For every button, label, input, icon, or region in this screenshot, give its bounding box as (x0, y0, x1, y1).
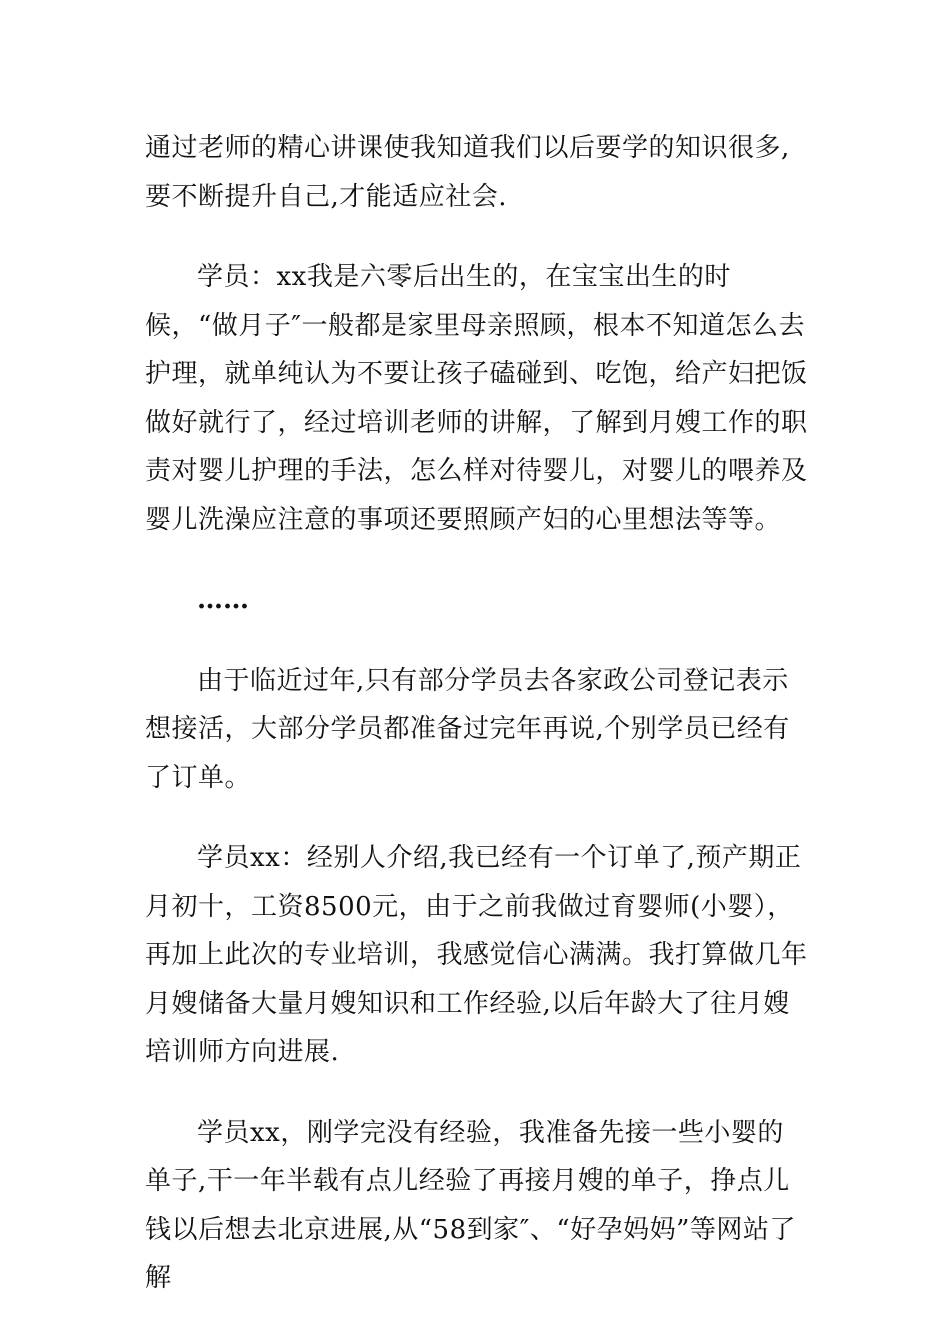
paragraph-2: 学员：xx我是六零后出生的，在宝宝出生的时候，“做月子″一般都是家里母亲照顾，根本不知道怎么去护理，就单纯认为不要让孩子磕碰到、吃饱，给产妇把饭做好就行了，经过培训老师的讲解，了解到月嫂工作的职责对婴儿护理的手法，怎么样对待婴儿，对婴儿的喂养及婴儿洗澡应注意的事项还要照顾产妇的心里想法等等。 (145, 262, 808, 535)
document-body (145, 124, 810, 1335)
paragraph-5: 学员xx，刚学完没有经验，我准备先接一些小婴的单子,干一年半载有点儿经验了再接月嫂的单子，挣点儿钱以后想去北京进展,从“58到家″、“好孕妈妈”等网站了解 (145, 1117, 796, 1293)
paragraph-4: 学员xx：经别人介绍,我已经有一个订单了,预产期正月初十，工资8500元，由于之前我做过育婴师(小婴），再加上此次的专业培训，我感觉信心满满。我打算做几年月嫂储备大量月嫂知识和工作经验,以后年龄大了往月嫂培训师方向进展. (145, 843, 808, 1067)
paragraph-1: 通过老师的精心讲课使我知道我们以后要学的知识很多,要不断提升自己,才能适应社会. (145, 133, 790, 212)
paragraph-ellipsis: …… (197, 585, 249, 615)
paragraph-3: 由于临近过年,只有部分学员去各家政公司登记表示想接活，大部分学员都准备过完年再说,个别学员已经有了订单。 (145, 665, 790, 793)
